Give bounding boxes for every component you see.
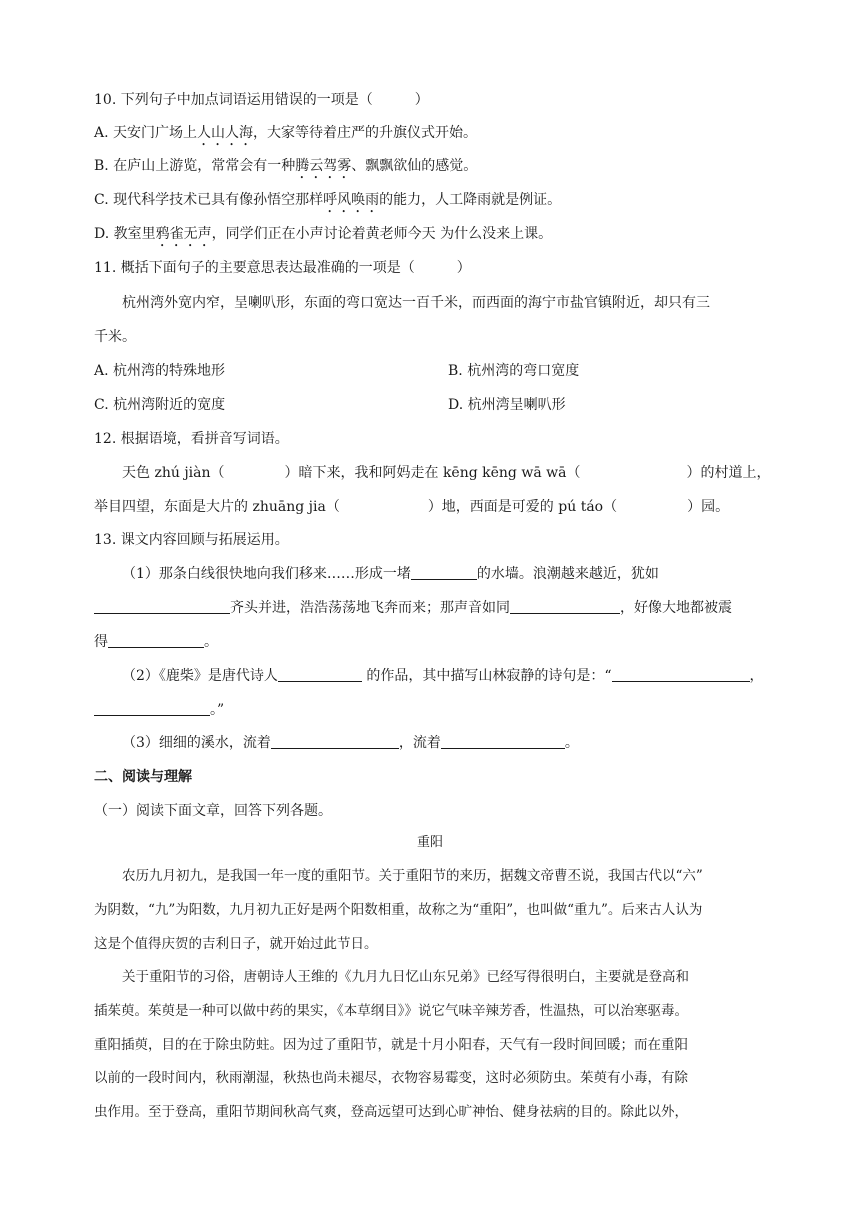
option-text: C. 现代科学技术已具有像孙悟空那样 [94,192,324,208]
answer-blank[interactable] [94,701,210,716]
answer-blank[interactable] [271,734,399,749]
dotted-word: 腾云驾雾 [295,158,352,174]
context-text: ，好像大地都被震 [620,600,732,616]
question-10-option-b [94,156,477,182]
context-text: 的水墙。浪潮越来越近，犹如 [476,566,659,582]
option-text: 、飘飘欲仙的感觉。 [351,158,478,174]
context-text: ）的村道上， [686,465,771,481]
context-text: （ [603,499,618,515]
question-11-option-c: C. 杭州湾附近的宽度 [94,397,226,413]
answer-blank[interactable] [612,667,750,682]
question-13-sub-1-line-2 [94,598,732,618]
dotted-word: 人山人海 [197,125,254,141]
article-paragraph-1-line-3: 这是个值得庆贺的吉利日子，就开始过此节日。 [94,936,378,952]
answer-blank[interactable] [278,667,362,682]
answer-blank[interactable] [108,633,204,648]
part-instruction: （一）阅读下面文章，回答下列各题。 [94,803,332,819]
question-13-stem: 13. 课文内容回顾与拓展运用。 [94,532,289,548]
context-text: （ [325,499,340,515]
answer-blank[interactable] [94,599,230,614]
option-text: A. 天安门广场上 [94,125,198,141]
pinyin-zhuangjia: zhuāng jia [252,499,326,515]
article-paragraph-1-line-2: 为阴数，“九”为阳数，九月初九正好是两个阳数相重，故称之为“重阳”，也叫做“重九”。后来古人认为 [94,902,703,918]
question-12-stem: 12. 根据语境，看拼音写词语。 [94,431,289,447]
question-13-sub-2-line-2 [94,700,224,720]
section-heading: 二、阅读与理解 [94,769,192,785]
pinyin-kengkengwawa: kēng kēng wā wā [442,465,567,481]
context-text: （ [210,465,225,481]
option-text: ，同学们正在小声讨论着黄老师今天 为什么没来上课。 [211,226,553,242]
option-text: ，大家等待着庄严的升旗仪式开始。 [253,125,478,141]
pinyin-putao: pú táo [558,499,604,515]
dotted-word: 鸦雀无声 [155,226,212,242]
question-11-passage-line-1: 杭州湾外宽内窄，呈喇叭形，东面的弯口宽达一百千米，而西面的海宁市盐官镇附近，却只有三 [122,295,710,311]
question-10-option-a [94,123,477,149]
question-13-sub-2-line-1 [122,666,764,686]
question-13-sub-1-line-3 [94,632,218,652]
article-paragraph-2-line-3: 重阳插萸，目的在于除虫防蛀。因为过了重阳节，就是十月小阳春，天气有一段时间回暖；而在重阳 [94,1037,688,1053]
question-11-passage-line-2: 千米。 [94,329,136,345]
context-text: 。” [210,702,225,718]
context-text: 得 [94,634,108,650]
answer-blank[interactable] [441,734,565,749]
context-text: ）地，西面是可爱的 [427,499,559,515]
question-10-option-c [94,190,561,216]
question-13-sub-3 [122,733,579,753]
context-text: 齐头并进，浩浩荡荡地飞奔而来；那声音如同 [230,600,510,616]
question-10-stem: 10. 下列句子中加点词语运用错误的一项是（ ） [94,92,429,108]
answer-blank[interactable] [510,599,620,614]
context-text: ）园。 [687,499,730,515]
answer-blank[interactable] [411,565,477,580]
option-text: B. 在庐山上游览，常常会有一种 [94,158,296,174]
article-paragraph-1-line-1: 农历九月初九，是我国一年一度的重阳节。关于重阳节的来历，据魏文帝曹丕说，我国古代以“六” [122,868,703,884]
question-11-option-a: A. 杭州湾的特殊地形 [94,363,226,379]
article-paragraph-2-line-4: 以前的一段时间内，秋雨潮湿，秋热也尚未褪尽，衣物容易霉变，这时必须防虫。茱萸有小毒，有除 [94,1070,688,1086]
context-text: （ [566,465,581,481]
article-title: 重阳 [416,835,443,850]
dotted-word: 呼风唤雨 [323,192,380,208]
question-11-option-d: D. 杭州湾呈喇叭形 [448,397,566,413]
context-text: （1）那条白线很快地向我们移来……形成一堵 [122,566,411,582]
context-text: 天色 [122,465,155,481]
context-text: ，流着 [398,735,441,751]
context-text: （2）《鹿柴》是唐代诗人 [122,668,278,684]
context-text: 举目四望，东面是大片的 [94,499,253,515]
question-11-option-b: B. 杭州湾的弯口宽度 [448,363,580,379]
question-13-sub-1-line-1 [122,564,659,584]
context-text: 。 [564,735,579,751]
context-text: ）暗下来，我和阿妈走在 [284,465,443,481]
option-text: 的能力，人工降雨就是例证。 [379,192,562,208]
context-text: （3）细细的溪水，流着 [122,735,271,751]
option-text: D. 教室里 [94,226,156,242]
article-paragraph-2-line-2: 插茱萸。茱萸是一种可以做中药的果实，《本草纲目》》说它气味辛辣芳香，性温热，可以治寒驱毒。 [94,1003,688,1019]
question-10-option-d [94,224,552,250]
question-12-line-1 [122,463,770,483]
question-11-stem: 11. 概括下面句子的主要意思表达最准确的一项是（ ） [94,260,471,276]
pinyin-zhujian: zhú jiàn [154,465,211,481]
article-paragraph-2-line-5: 虫作用。至于登高，重阳节期间秋高气爽，登高远望可达到心旷神怡、健身祛病的目的。除此以外， [94,1104,688,1120]
context-text: 的作品，其中描写山林寂静的诗句是：“ [361,668,612,684]
context-text: 。 [204,634,218,650]
article-paragraph-2-line-1: 关于重阳节的习俗，唐朝诗人王维的《九月九日忆山东兄弟》已经写得很明白，主要就是登高和 [122,969,689,985]
question-12-line-2 [94,497,729,517]
context-text: ， [749,668,764,684]
